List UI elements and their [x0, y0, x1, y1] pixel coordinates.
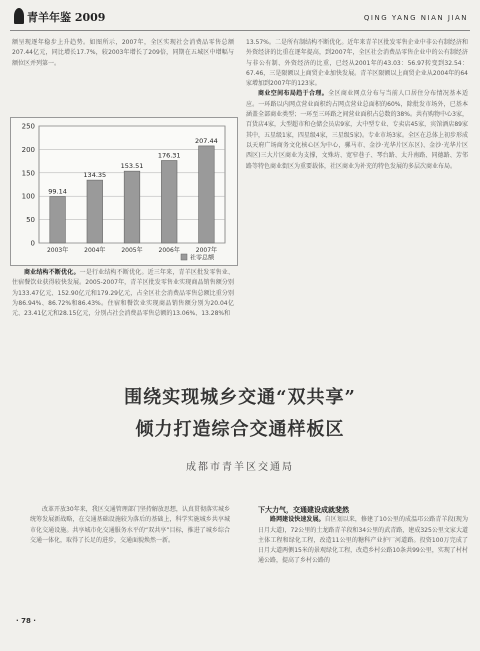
- top-left-column: [12, 38, 234, 69]
- y-tick-label: 250: [21, 122, 35, 131]
- bar: [199, 146, 215, 243]
- chart-svg: [11, 118, 237, 265]
- bar: [50, 197, 66, 243]
- title-line-2: 倾力打造综合交通样板区: [135, 419, 345, 440]
- bar: [87, 180, 103, 243]
- x-tick-label: 2004年: [84, 247, 106, 254]
- yearbook-logo: [14, 8, 105, 25]
- section-heading: 商业结构不断优化。: [24, 269, 80, 276]
- article-intro: 改革开放30年来，我区交通管理部门坚持解放思想，认真贯彻落实城乡统筹发展新战略，在交通基础设施较为落后的基础上，科学实施城乡共享城市化交通设施。共享城市化交通服务水平的“双共享”目标，推进了城乡综合交通一体化，取得了长足的进步，交通面貌焕然一新。: [30, 506, 230, 544]
- legend-label: 社零总额: [190, 254, 215, 262]
- data-label: 207.44: [195, 136, 218, 145]
- y-tick-label: 150: [21, 169, 35, 178]
- y-tick-label: 0: [30, 239, 35, 248]
- y-tick-label: 100: [21, 192, 35, 201]
- logo-text: 青羊年鉴 2009: [27, 11, 106, 24]
- chess-piece-icon: [14, 8, 24, 24]
- x-tick-label: 2003年: [46, 247, 69, 254]
- right-column: [246, 38, 468, 172]
- x-tick-label: 2006年: [158, 247, 180, 254]
- article-left-column: [30, 505, 230, 546]
- article-right-column: [258, 505, 468, 567]
- data-label: 99.14: [48, 187, 67, 196]
- paragraph: 13.57%。二是所有制结构不断优化。近年来青羊区批发零售企业中非公有制经济和外资经济的比重在逐年提高，到2007年，全区社会消费品零售企业中的公有制经济与非公有制、外资经济的比重，已经从2001年的43.03：56.97转变到32.54：67.46，三是限额以上商贸企业加快发展。青羊区限额以上商贸企业从2004年的64家增加到2007年的123家。: [246, 39, 468, 88]
- page-header: [10, 8, 470, 31]
- legend-swatch: [181, 254, 187, 260]
- data-label: 134.35: [83, 171, 107, 180]
- x-tick-label: 2005年: [121, 247, 143, 254]
- paragraph: 自区划以来，修建了10公里的成温邛公路青羊段(现为日月大道)，72公里的土龙路青羊段和34公里的武青路，建成325公里文家大道主体工程和绿化工程，改造11公里的糖科产业护厂河道路。投资100万完成了日月大道两侧15米的景观绿化工程，改造乡村公路10条共99公里，实现了村村通公路，提高了乡村公路的: [258, 516, 468, 565]
- paragraph: 额呈现逐年稳步上升趋势。如图所示，2007年，全区实现社会消费品零售总额207.44亿元，同比增长17.7%，较2003年增长了209倍，同期在五城区中增幅与额位区并列第一。: [12, 39, 234, 67]
- section-heading: 商业空间布局趋于合理。: [258, 90, 329, 98]
- x-tick-label: 2007年: [195, 247, 218, 254]
- data-label: 153.51: [120, 162, 144, 171]
- paragraph: 一是行业结构不断优化。近三年来，青羊区批发零售业、住宿餐饮业获得较快发展。2005-2007年，青羊区批发零售业实现商品销售额分别为133.47亿元、152.90亿元和179.29亿元，占全区社会消费品零售总额比重分别为86.94%、86.72%和86.43%。住宿和餐饮业实现商品销售额分别为20.04亿元、23.41亿元和28.15亿元，分别占社会消费品零售总额的13.06%、13.28%和: [12, 269, 234, 318]
- mid-left-column: [12, 268, 234, 319]
- bar: [161, 160, 177, 243]
- title-line-1: 围绕实现城乡交通“双共享”: [124, 387, 356, 408]
- bar: [124, 171, 140, 243]
- article-author: 成都市青羊区交通局: [186, 462, 294, 473]
- page-number: · 78 ·: [16, 617, 36, 625]
- y-tick-label: 50: [26, 216, 35, 225]
- header-pinyin: QING YANG NIAN JIAN: [363, 14, 468, 22]
- subsection-lead: 路网建设快速发展。: [270, 516, 325, 524]
- article-subheading: 下大力气，交通建设成就斐然: [258, 506, 349, 514]
- paragraph: 全区商业网点分布与当前人口居住分布情况基本适应。一环路以内网点营业面积约占网点营业总面积的60%，除批发市场外，已基本涵盖全部商业类型；一环至三环路之间营业面积占总数的38%。共有购物中心3家，百货店4家，大型超市和仓储会员店9家，大中型专业、专卖店45家，宾馆酒店89家其中，五星级1家，四星级4家，三星级5家)。专业市场3家。全区在总体上初步形成以天府广场商务文化核心区为中心，骡马市、金沙·光华片区东区)、金沙·光华片区西区)三大片区商业为支撑，文殊坊、宽窄巷子、琴台路、太升南路、同德路、芳邻路等特色商业街区为重要载体，社区商业为补充的特色发展的多层次商业布局。: [246, 90, 468, 170]
- article-title: [0, 383, 480, 441]
- data-label: 176.31: [157, 151, 181, 160]
- bar-chart: [10, 117, 238, 266]
- y-tick-label: 200: [21, 145, 35, 154]
